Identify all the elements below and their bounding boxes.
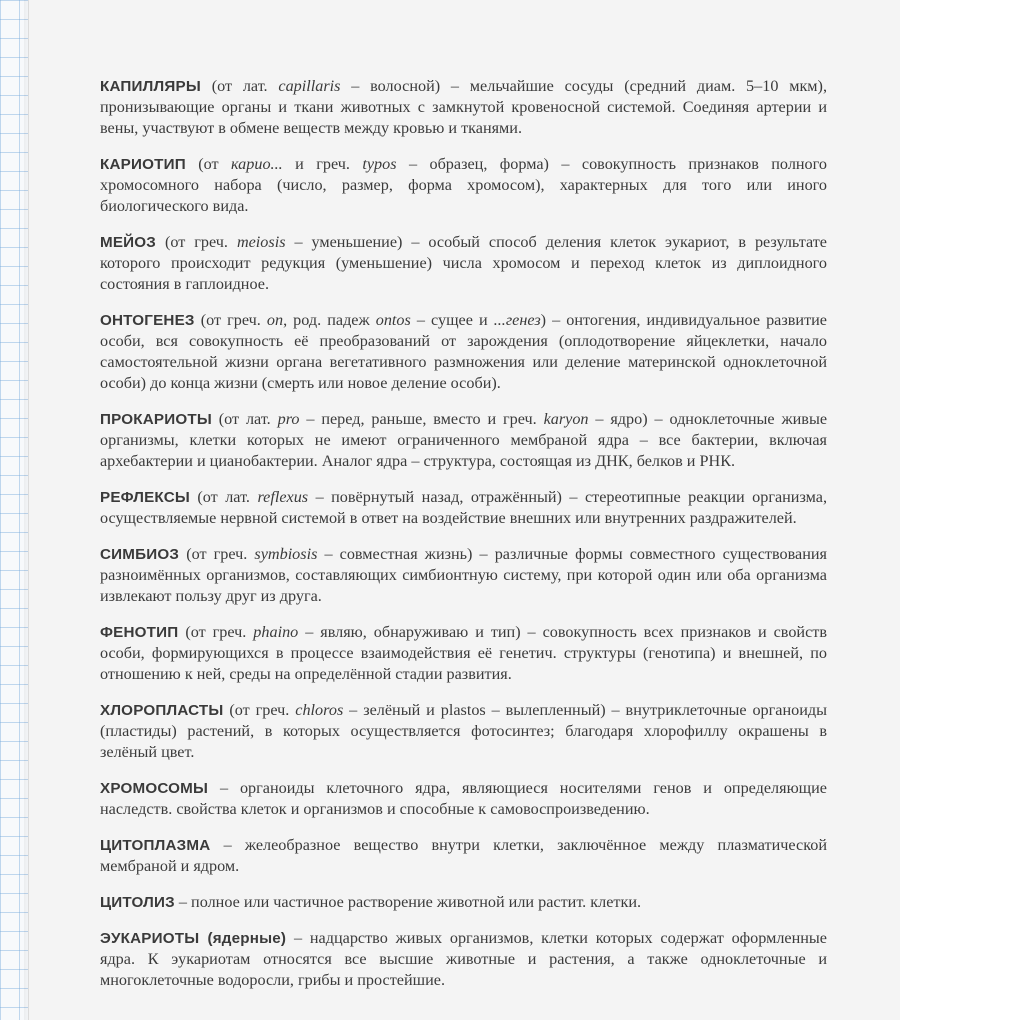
entry-text: – совместная жизнь) – различные формы совместного существования разноимённых организмов, составляющих симбионтную систему, при которой один или оба организма извлекают пользу друг из друга. (100, 545, 827, 605)
entry-etymology-word: on (266, 311, 284, 329)
entry-text: (от лат. (200, 77, 279, 95)
entry-text: (от греч. (178, 623, 254, 641)
entry-text: – желеобразное вещество внутри клетки, заключённое между плазматической мембраной и ядром. (100, 836, 827, 875)
entry-text: (от лат. (189, 488, 258, 506)
entry-text: – зелёный и plastos – вылепленный) – внутриклеточные органоиды (пластиды) растений, в которых осуществляется фотосинтез; благодаря хлорофиллу окрашены в зелёный цвет. (100, 701, 827, 761)
entry-text: (от греч. (179, 545, 255, 563)
entry-etymology-word: symbiosis (254, 545, 318, 563)
glossary-entry (100, 154, 827, 217)
entry-text: , род. падеж (283, 311, 376, 329)
glossary-entry (100, 778, 827, 820)
glossary-entry (100, 544, 827, 607)
glossary-entry (100, 892, 827, 913)
entry-text: – перед, раньше, вместо и греч. (299, 410, 544, 428)
entry-etymology-word: phaino (253, 623, 299, 641)
entry-term: ЦИТОПЛАЗМА (100, 837, 211, 854)
entry-text: – уменьшение) – особый способ деления клеток эукариот, в результате которого происходит редукция (уменьшение) числа хромосом и переход клеток из диплоидного состояния в гаплоидное. (100, 233, 827, 293)
entry-term: ОНТОГЕНЕЗ (100, 312, 195, 329)
entry-text: (от греч. (156, 233, 237, 251)
entry-term: ХРОМОСОМЫ (100, 780, 209, 797)
entry-etymology-word: ontos (375, 311, 411, 329)
entry-etymology-word: карио... (231, 155, 283, 173)
glossary-entry (100, 310, 827, 394)
entry-term: СИМБИОЗ (100, 546, 180, 563)
entry-etymology-word: meiosis (236, 233, 286, 251)
glossary-entry (100, 928, 827, 991)
entry-etymology-word: chloros (295, 701, 344, 719)
entry-etymology-word: reflexus (257, 488, 309, 506)
entry-text: ) – онтогения, индивидуальное развитие особи, вся совокупность её преобразований от зарождения (оплодотворение яйцеклетки, начало самостоятельной жизни органа вегетативного размножения или деление материнской одноклеточной особи) до конца жизни (смерть или новое деление особи). (100, 311, 827, 392)
entry-text: – сущее и (410, 311, 494, 329)
entry-term: МЕЙОЗ (100, 234, 157, 251)
entry-text: и греч. (282, 155, 363, 173)
entry-text: – волосной) – мельчайшие сосуды (средний диам. 5–10 мкм), пронизывающие органы и ткани животных с замкнутой кровеносной системой. Соединяя артерии и вены, участвуют в обмене веществ между кровью и тканями. (100, 77, 827, 137)
entry-term: ПРОКАРИОТЫ (100, 411, 212, 428)
entry-etymology-word: capillaris (278, 77, 341, 95)
entry-term: ХЛОРОПЛАСТЫ (100, 702, 224, 719)
entry-term: ЭУКАРИОТЫ (ядерные) (100, 930, 287, 947)
entry-etymology-word: karyon (543, 410, 589, 428)
entry-text: – органоиды клеточного ядра, являющиеся носителями генов и определяющие наследств. свойства клеток и организмов и способные к самовоспроизведению. (100, 779, 827, 818)
glossary-entry (100, 409, 827, 472)
entry-text: (от греч. (194, 311, 267, 329)
entry-text: – повёрнутый назад, отражённый) – стереотипные реакции организма, осуществляемые нервной системой в ответ на воздействие внешних или внутренних раздражителей. (100, 488, 828, 527)
glossary-entry (100, 487, 827, 529)
entry-term: КАРИОТИП (100, 156, 186, 173)
entry-term: ЦИТОЛИЗ (100, 894, 175, 911)
glossary-entry (100, 232, 827, 295)
entry-text: (от (185, 155, 232, 173)
entry-term: РЕФЛЕКСЫ (100, 489, 190, 506)
entry-text: – надцарство живых организмов, клетки которых содержат оформленные ядра. К эукариотам относятся все высшие животные и растения, а также одноклеточные и многоклеточные водоросли, грибы и простейшие. (100, 929, 827, 989)
entry-text: (от греч. (223, 701, 296, 719)
entry-text: – полное или частичное растворение животной или растит. клетки. (174, 893, 642, 911)
glossary-entry (100, 700, 827, 763)
right-margin (900, 0, 1020, 1020)
entry-term: КАПИЛЛЯРЫ (100, 78, 201, 95)
entry-etymology-word: ...генез (493, 311, 541, 329)
entry-etymology-word: pro (277, 410, 300, 428)
glossary-entry (100, 76, 827, 139)
entry-text: (от лат. (211, 410, 278, 428)
entry-etymology-word: typos (362, 155, 397, 173)
glossary-entry (100, 835, 827, 877)
entry-term: ФЕНОТИП (100, 624, 179, 641)
entry-text: – являю, обнаруживаю и тип) – совокупность всех признаков и свойств особи, формирующихся в процессе взаимодействия её генетич. структуры (генотипа) и внешней, по отношению к ней, среды на определённой стадии развития. (100, 623, 827, 683)
glossary-entry (100, 622, 827, 685)
glossary (100, 76, 827, 1006)
entry-text: – ядро) – одноклеточные живые организмы, клетки которых не имеют ограниченного мембраной ядра – все бактерии, включая архебактерии и цианобактерии. Аналог ядра – структура, состоящая из ДНК, белков и РНК. (100, 410, 828, 470)
entry-text: – образец, форма) – совокупность признаков полного хромосомного набора (число, размер, форма хромосом), характерных для того или иного биологического вида. (100, 155, 827, 215)
